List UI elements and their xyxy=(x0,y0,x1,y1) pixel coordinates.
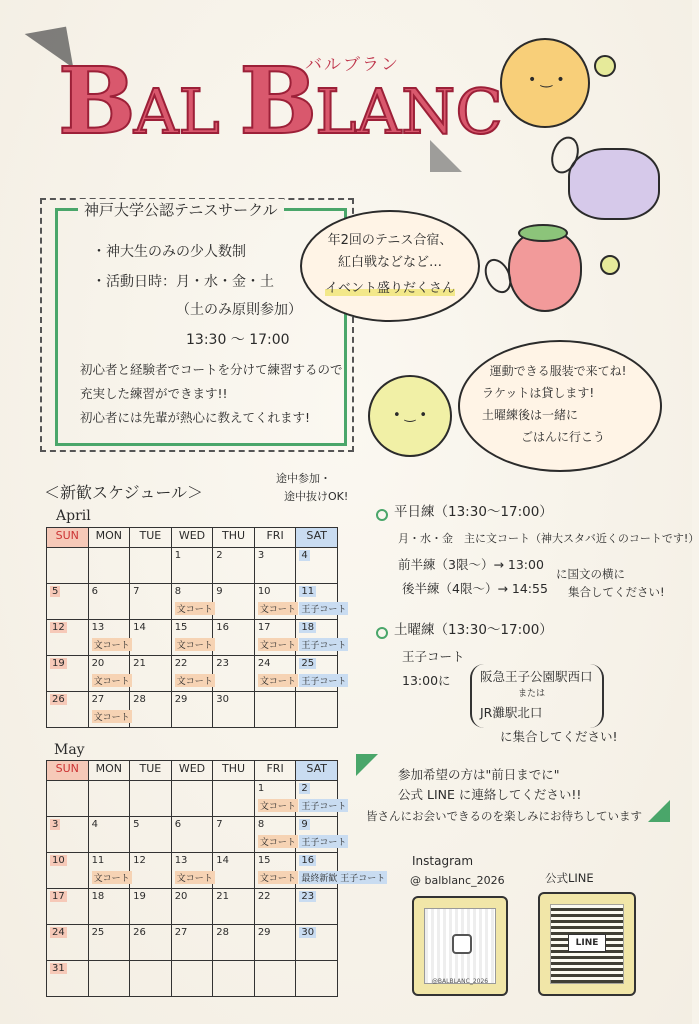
court-tag: 王子コート xyxy=(299,602,348,615)
saturday-place-1: 阪急王子公園駅西口 xyxy=(480,669,593,684)
weekday-header: MON xyxy=(88,761,130,781)
weekday-header: THU xyxy=(213,761,255,781)
day-number: 31 xyxy=(52,963,65,974)
calendar-day xyxy=(296,889,338,925)
day-number: 1 xyxy=(257,783,265,794)
info-line-saturday: （土のみ原則参加） xyxy=(176,302,302,318)
day-number: 15 xyxy=(174,622,188,633)
day-number: 21 xyxy=(216,891,229,902)
day-number: 19 xyxy=(52,658,65,669)
court-tag: 文コート xyxy=(258,674,298,687)
bubble-events-line2: 紅白戦などなど… xyxy=(337,255,442,270)
court-tag: 文コート xyxy=(92,710,132,723)
day-number: 16 xyxy=(216,622,229,633)
day-number: 12 xyxy=(52,622,65,633)
day-number: 30 xyxy=(216,694,229,705)
calendar-day xyxy=(213,656,255,692)
day-number: 17 xyxy=(257,622,271,633)
calendar-day xyxy=(130,853,172,889)
saturday-meet: に集合してください! xyxy=(500,729,618,744)
calendar-day xyxy=(47,925,89,961)
bubble-info-line3: 土曜練後は一緒に xyxy=(482,408,579,422)
day-number: 9 xyxy=(301,819,308,830)
day-number: 26 xyxy=(133,927,146,938)
calendar-day xyxy=(47,781,89,817)
court-tag: 王子コート xyxy=(299,638,348,651)
calendar-day xyxy=(130,925,172,961)
day-number: 8 xyxy=(257,819,265,830)
calendar-day xyxy=(296,853,386,889)
calendar-day xyxy=(296,692,338,728)
court-tag: 文コート xyxy=(175,674,215,687)
day-number: 25 xyxy=(91,927,105,938)
info-line-schedule: ・活動日時：月・水・金・土 xyxy=(92,274,274,290)
court-tag: 文コート xyxy=(92,638,132,651)
day-number: 3 xyxy=(52,819,59,830)
calendar-day xyxy=(171,620,213,656)
court-tag: 文コート xyxy=(258,602,298,615)
day-number: 12 xyxy=(133,855,146,866)
calendar-day xyxy=(254,961,296,997)
calendar-day xyxy=(254,925,296,961)
calendar-day xyxy=(213,961,255,997)
day-number: 24 xyxy=(257,658,271,669)
calendar-day xyxy=(47,817,89,853)
calendar-day xyxy=(254,584,296,620)
calendar-day xyxy=(47,584,89,620)
calendar-day xyxy=(254,817,296,853)
calendar-day xyxy=(130,620,172,656)
title-katakana: バルブラン xyxy=(305,55,400,75)
instagram-qr-code[interactable] xyxy=(412,896,508,996)
day-number: 17 xyxy=(52,891,65,902)
day-number: 6 xyxy=(174,819,182,830)
day-number: 27 xyxy=(174,927,188,938)
calendar-day xyxy=(171,817,213,853)
calendar-day xyxy=(296,656,347,692)
day-number: 9 xyxy=(216,586,223,597)
day-number: 20 xyxy=(91,658,105,669)
calendar-day xyxy=(171,548,213,584)
bubble-info-line1: 運動できる服装で来てね! xyxy=(489,364,627,378)
calendar-day xyxy=(130,961,172,997)
calendar-day xyxy=(88,548,130,584)
instagram-logo-icon xyxy=(452,934,472,954)
calendar-day xyxy=(213,692,255,728)
day-number: 14 xyxy=(216,855,229,866)
apple-face-icon: • ‿ • xyxy=(393,408,428,423)
info-desc-3: 初心者には先輩が熱心に教えてくれます! xyxy=(80,410,311,425)
calendar-day xyxy=(88,781,130,817)
calendar-day xyxy=(171,961,213,997)
calendar-day xyxy=(254,620,296,656)
contact-line1: 参加希望の方は"前日までに" xyxy=(398,767,560,782)
calendar-day xyxy=(171,889,213,925)
calendar-day xyxy=(130,692,172,728)
weekday-header: FRI xyxy=(254,528,296,548)
calendar-day xyxy=(88,961,130,997)
day-number: 8 xyxy=(174,586,182,597)
day-number: 5 xyxy=(133,819,140,830)
info-line-members: ・神大生のみの少人数制 xyxy=(92,244,246,260)
day-number: 30 xyxy=(301,927,315,938)
calendar-day xyxy=(171,925,213,961)
instagram-label: Instagram xyxy=(412,854,474,868)
day-number: 5 xyxy=(52,586,59,597)
calendar-day xyxy=(47,548,89,584)
day-number: 19 xyxy=(133,891,146,902)
weekday-header: FRI xyxy=(254,761,296,781)
calendar-day xyxy=(88,889,130,925)
day-number: 11 xyxy=(301,586,315,597)
calendar-day xyxy=(47,656,89,692)
calendar-day xyxy=(47,692,89,728)
april-label: April xyxy=(56,508,91,524)
court-tag: 王子コート xyxy=(299,835,348,848)
orange-face-icon: • ‿ • xyxy=(528,72,565,88)
calendar-day xyxy=(254,656,296,692)
line-logo-icon: LINE xyxy=(568,934,606,952)
court-tag: 文コート xyxy=(175,638,215,651)
weekday-line3: 後半練（4限～）→ 14:55 xyxy=(402,581,548,596)
saturday-bullet-icon xyxy=(376,627,388,639)
day-number: 10 xyxy=(257,586,271,597)
info-desc-2: 充実した練習ができます!! xyxy=(80,386,228,401)
calendar-day xyxy=(130,656,172,692)
weekday-line2: 前半練（3限～）→ 13:00 xyxy=(398,557,544,572)
instagram-qr-caption: @BALBLANC_2026 xyxy=(431,978,489,985)
day-number: 1 xyxy=(174,550,182,561)
calendar-day xyxy=(88,584,130,620)
day-number: 7 xyxy=(133,586,140,597)
tennis-ball-icon xyxy=(594,55,616,77)
weekday-header: THU xyxy=(213,528,255,548)
circle-title: 神戸大学公認テニスサークル xyxy=(78,199,284,220)
day-number: 3 xyxy=(257,550,265,561)
day-number: 18 xyxy=(301,622,315,633)
calendar-day xyxy=(88,853,130,889)
day-number: 2 xyxy=(301,783,308,794)
calendar-day xyxy=(130,889,172,925)
line-qr-code[interactable] xyxy=(538,892,636,996)
bubble-info-line4: ごはんに行こう xyxy=(520,430,605,444)
schedule-note-1: 途中参加・ xyxy=(276,472,331,485)
contact-line3: 皆さんにお会いできるのを楽しみにお待ちしています xyxy=(366,809,642,823)
saturday-line2: 13:00に xyxy=(402,673,451,688)
calendar-day xyxy=(213,889,255,925)
calendar-day xyxy=(171,584,213,620)
calendar-day xyxy=(47,961,89,997)
court-tag: 最終新歓 王子コート xyxy=(299,871,387,884)
day-number: 16 xyxy=(301,855,315,866)
weekday-title: 平日練（13:30～17:00） xyxy=(394,504,553,520)
calendar-day xyxy=(88,817,130,853)
corner-triangle-decoration xyxy=(648,800,670,822)
weekday-header: TUE xyxy=(130,761,172,781)
calendar-day xyxy=(296,584,347,620)
bubble-events-line3: イベント盛りだくさん xyxy=(324,281,455,296)
court-tag: 王子コート xyxy=(299,799,348,812)
calendar-day xyxy=(171,692,213,728)
schedule-heading: ＜新歓スケジュール＞ xyxy=(44,483,204,502)
calendar-day xyxy=(130,817,172,853)
calendar-day xyxy=(296,781,347,817)
day-number: 29 xyxy=(257,927,271,938)
calendar-day xyxy=(254,889,296,925)
court-tag: 文コート xyxy=(258,835,298,848)
weekday-header: WED xyxy=(171,761,213,781)
saturday-line1: 王子コート xyxy=(402,649,465,664)
calendar-day xyxy=(88,656,130,692)
calendar-day xyxy=(254,781,296,817)
weekday-bullet-icon xyxy=(376,509,388,521)
calendar-day xyxy=(47,889,89,925)
court-tag: 文コート xyxy=(92,871,132,884)
day-number: 4 xyxy=(91,819,98,830)
bubble-info-line2: ラケットは貸します! xyxy=(482,386,595,400)
day-number: 14 xyxy=(133,622,146,633)
calendar-day xyxy=(88,925,130,961)
day-number: 6 xyxy=(91,586,98,597)
day-number: 7 xyxy=(216,819,223,830)
calendar-day xyxy=(296,961,338,997)
day-number: 13 xyxy=(174,855,188,866)
line-label: 公式LINE xyxy=(545,871,594,885)
court-tag: 文コート xyxy=(92,674,132,687)
day-number: 28 xyxy=(216,927,229,938)
calendar-day xyxy=(171,656,213,692)
may-label: May xyxy=(54,742,85,758)
day-number: 13 xyxy=(91,622,105,633)
may-calendar xyxy=(46,760,386,997)
weekday-header: WED xyxy=(171,528,213,548)
calendar-day xyxy=(254,692,296,728)
day-number: 26 xyxy=(52,694,65,705)
calendar-day xyxy=(213,925,255,961)
calendar-day xyxy=(47,853,89,889)
bubble-events-line1: 年2回のテニス合宿、 xyxy=(327,233,453,248)
strawberry-leaf-icon xyxy=(518,224,568,242)
day-number: 24 xyxy=(52,927,65,938)
day-number: 15 xyxy=(257,855,271,866)
calendar-day xyxy=(47,620,89,656)
logo-title: BAL BLANC xyxy=(58,47,503,155)
weekday-meet-1: に国文の横に xyxy=(556,567,625,581)
weekday-header: TUE xyxy=(130,528,172,548)
court-tag: 文コート xyxy=(175,602,215,615)
saturday-place-2: JR灘駅北口 xyxy=(480,705,543,720)
weekday-header: SAT xyxy=(296,761,338,781)
saturday-or: または xyxy=(518,689,546,699)
calendar-day xyxy=(213,548,255,584)
weekday-header: SAT xyxy=(296,528,338,548)
court-tag: 文コート xyxy=(258,638,298,651)
weekday-meet-2: 集合してください! xyxy=(568,585,665,599)
court-tag: 文コート xyxy=(175,871,215,884)
calendar-day xyxy=(213,584,255,620)
calendar-day xyxy=(213,853,255,889)
weekday-header: SUN xyxy=(47,528,89,548)
court-tag: 文コート xyxy=(258,871,298,884)
corner-triangle-decoration xyxy=(356,754,378,776)
court-tag: 文コート xyxy=(258,799,298,812)
calendar-day xyxy=(213,620,255,656)
calendar-day xyxy=(171,781,213,817)
day-number: 23 xyxy=(301,891,315,902)
day-number: 21 xyxy=(133,658,146,669)
april-calendar xyxy=(46,527,347,728)
day-number: 28 xyxy=(133,694,146,705)
weekday-line1: 月・水・金 主に文コート（神大スタバ近くのコートです!） xyxy=(398,532,699,545)
weekday-header: MON xyxy=(88,528,130,548)
calendar-day xyxy=(296,817,347,853)
calendar-day xyxy=(130,584,172,620)
calendar-day xyxy=(296,548,338,584)
calendar-day xyxy=(171,853,213,889)
day-number: 4 xyxy=(301,550,308,561)
weekday-header: SUN xyxy=(47,761,89,781)
calendar-day xyxy=(213,781,255,817)
day-number: 11 xyxy=(91,855,105,866)
calendar-day xyxy=(296,620,347,656)
day-number: 22 xyxy=(174,658,188,669)
saturday-title: 土曜練（13:30～17:00） xyxy=(394,622,553,638)
calendar-day xyxy=(88,692,130,728)
calendar-day xyxy=(213,817,255,853)
info-line-time: 13:30 ～ 17:00 xyxy=(186,332,290,348)
day-number: 2 xyxy=(216,550,223,561)
day-number: 29 xyxy=(174,694,188,705)
calendar-day xyxy=(296,925,338,961)
calendar-day xyxy=(254,548,296,584)
instagram-handle: @ balblanc_2026 xyxy=(410,874,505,887)
day-number: 10 xyxy=(52,855,65,866)
info-desc-1: 初心者と経験者でコートを分けて練習するので xyxy=(80,362,343,377)
schedule-note-2: 途中抜けOK! xyxy=(284,490,349,503)
grapes-character-icon xyxy=(568,148,660,220)
day-number: 25 xyxy=(301,658,315,669)
day-number: 27 xyxy=(91,694,105,705)
day-number: 18 xyxy=(91,891,105,902)
day-number: 23 xyxy=(216,658,229,669)
day-number: 20 xyxy=(174,891,188,902)
calendar-day xyxy=(130,548,172,584)
court-tag: 王子コート xyxy=(299,674,348,687)
strawberry-character-icon xyxy=(508,230,582,312)
day-number: 22 xyxy=(257,891,271,902)
tennis-ball-icon xyxy=(600,255,620,275)
calendar-day xyxy=(130,781,172,817)
contact-line2: 公式 LINE に連絡してください!! xyxy=(398,787,582,802)
calendar-day xyxy=(254,853,296,889)
calendar-day xyxy=(88,620,130,656)
